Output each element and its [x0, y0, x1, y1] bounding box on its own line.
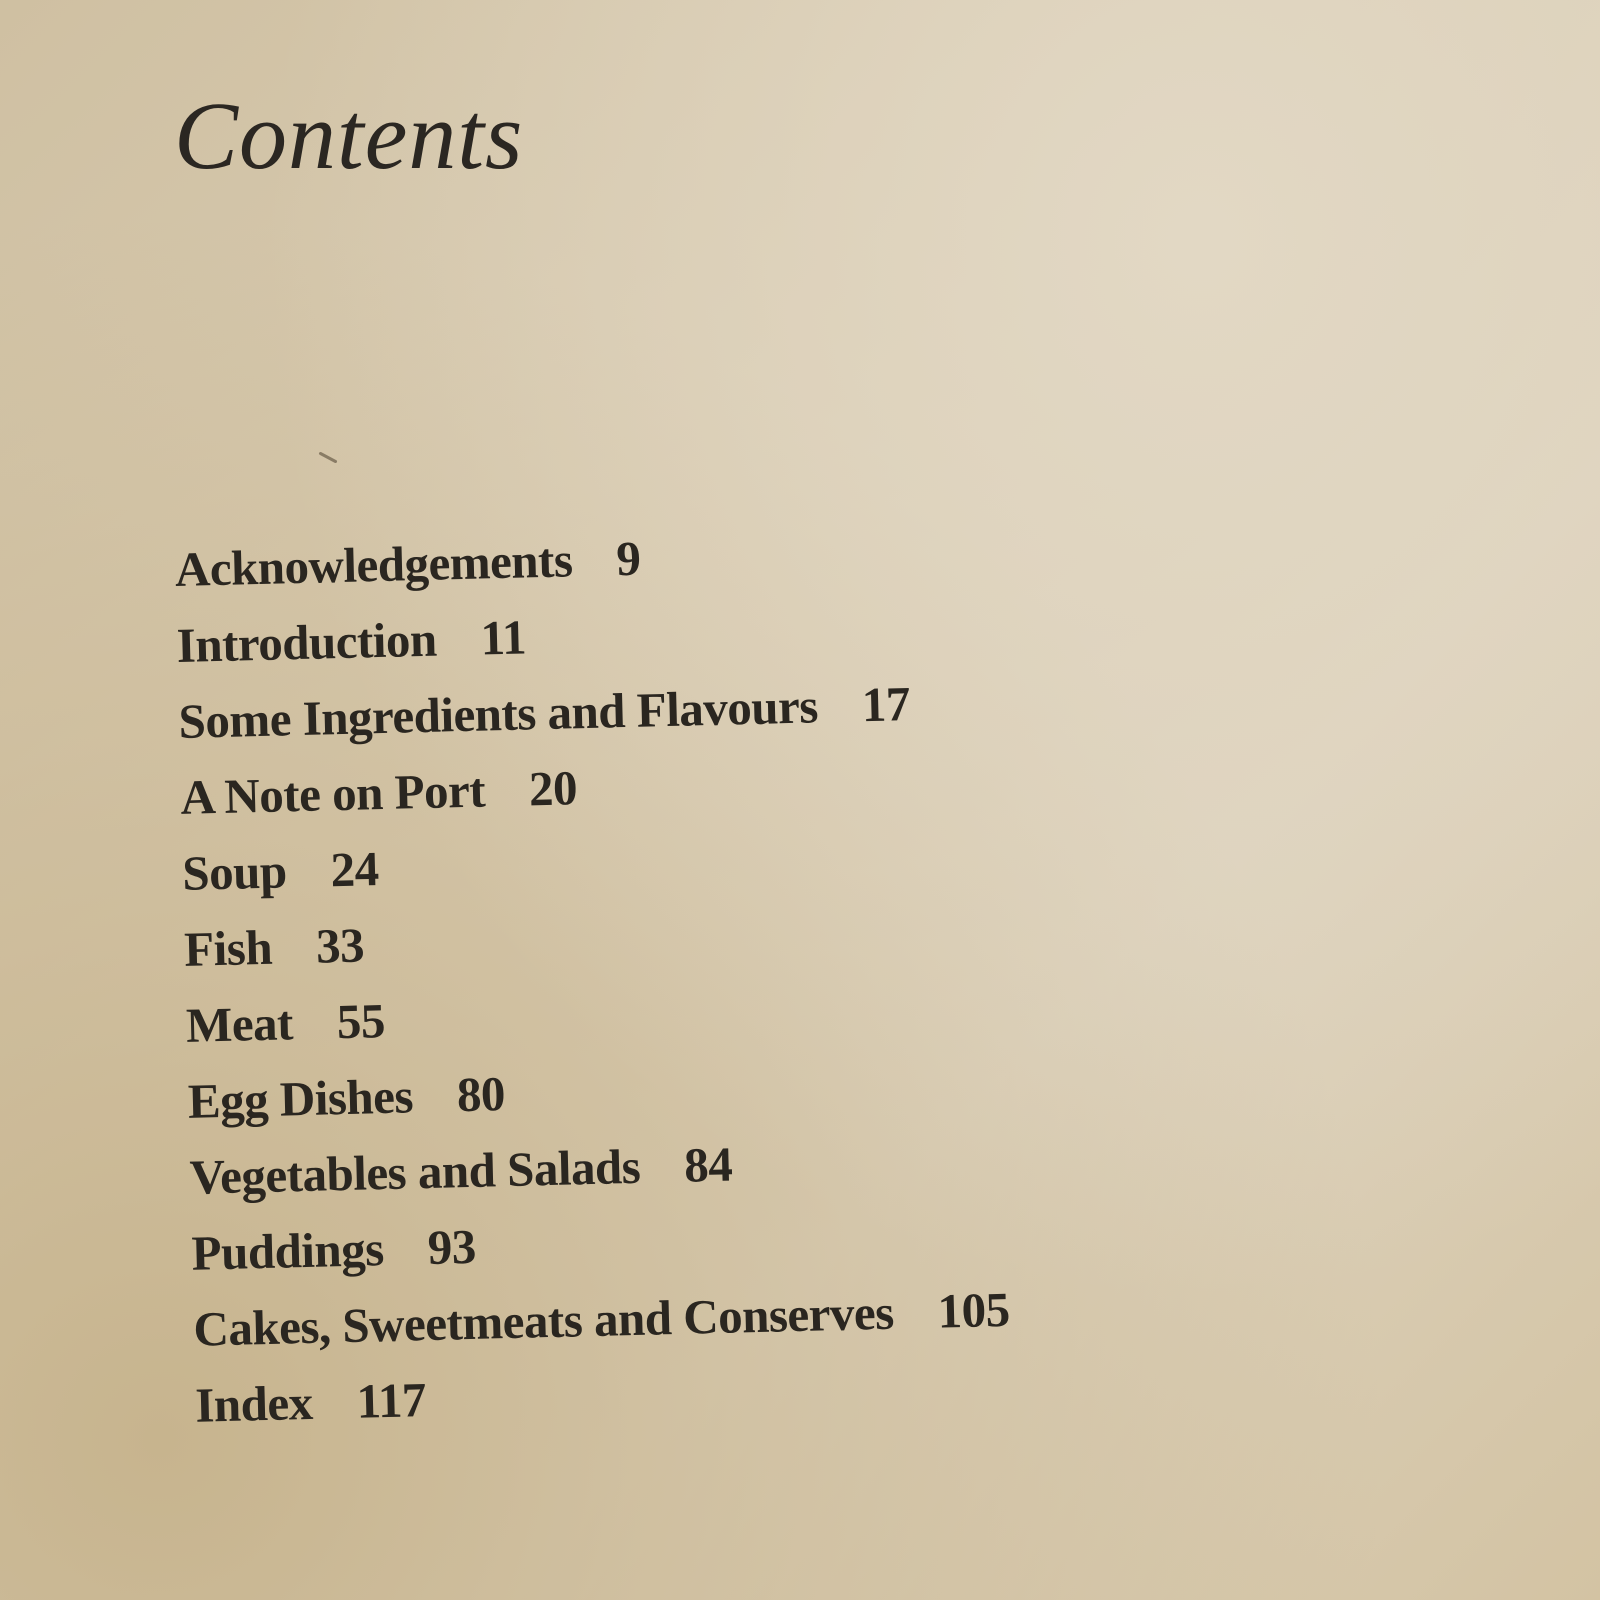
toc-entry-title: A Note on Port — [179, 762, 486, 825]
paper-speck — [318, 451, 337, 463]
toc-entry-title: Soup — [181, 843, 288, 901]
toc-entry-page: 105 — [936, 1281, 1011, 1339]
toc-entry-page: 55 — [336, 993, 386, 1050]
toc-entry-page: 84 — [683, 1136, 733, 1193]
toc-entry-page: 33 — [315, 917, 365, 974]
toc-entry-title: Acknowledgements — [174, 532, 574, 597]
toc-entry-title: Meat — [185, 995, 294, 1053]
toc-entry-title: Puddings — [190, 1221, 385, 1281]
toc-entry-page: 9 — [615, 530, 642, 587]
toc-entry-title: Introduction — [176, 611, 438, 673]
toc-entry-title: Some Ingredients and Flavours — [177, 678, 819, 749]
toc-entry-title: Egg Dishes — [187, 1068, 414, 1129]
toc-entry-title: Fish — [183, 919, 273, 977]
toc-entry-page: 117 — [355, 1372, 427, 1429]
toc-entry-title: Cakes, Sweetmeats and Conserves — [192, 1284, 895, 1357]
page-title: Contents — [174, 82, 524, 189]
toc-entry-title: Index — [194, 1374, 314, 1433]
toc-entry-title: Vegetables and Salads — [189, 1138, 641, 1205]
toc-entry-page: 80 — [456, 1066, 506, 1123]
toc-entry-page: 24 — [329, 841, 380, 898]
toc-entry-page: 17 — [861, 676, 911, 733]
toc-entry-page: 93 — [427, 1218, 477, 1276]
toc-entry-page: 20 — [528, 760, 578, 817]
table-of-contents — [174, 512, 1012, 1444]
toc-entry-page: 11 — [479, 609, 527, 666]
